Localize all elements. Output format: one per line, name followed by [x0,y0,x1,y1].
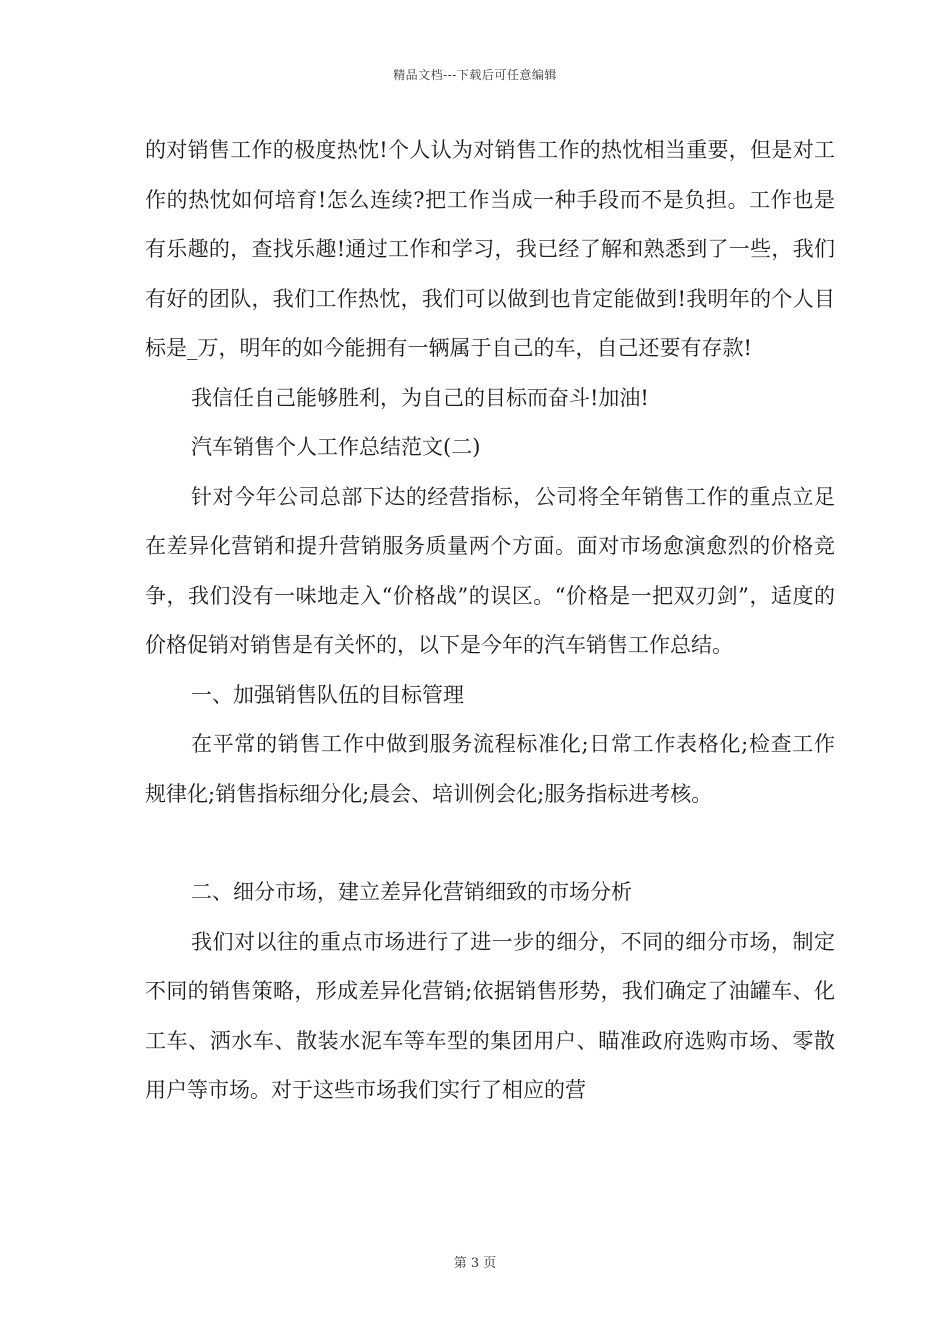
document-body [145,126,835,1116]
paragraph-team-management: 在平常的销售工作中做到服务流程标准化;日常工作表格化;检查工作规律化;销售指标细分化;晨会、培训例会化;服务指标进考核。 [145,732,835,806]
paragraph-continuation: 的对销售工作的极度热忱!个人认为对销售工作的热忱相当重要，但是对工作的热忱如何培育!怎么连续?把工作当成一种手段而不是负担。工作也是有乐趣的，查找乐趣!通过工作和学习，我已经了解和熟悉到了一些，我们有好的团队，我们工作热忱，我们可以做到也肯定能做到!我明年的个人目标是_万，明年的如今能拥有一辆属于自己的车，自己还要有存款! [145,138,835,360]
paragraph-intro: 针对今年公司总部下达的经营指标，公司将全年销售工作的重点立足在差异化营销和提升营销服务质量两个方面。面对市场愈演愈烈的价格竞争，我们没有一味地走入“价格战”的误区。“价格是一把双刃剑”，适度的价格促销对销售是有关怀的，以下是今年的汽车销售工作总结。 [145,484,835,657]
paragraph-gap [145,819,835,868]
page-number: 第 3 页 [453,1256,497,1271]
paragraph-market-analysis: 我们对以往的重点市场进行了进一步的细分，不同的细分市场，制定不同的销售策略，形成差异化营销;依据销售形势，我们确定了油罐车、化工车、洒水车、散装水泥车等车型的集团用户、瞄准政府选购市场、零散用户等市场。对于这些市场我们实行了相应的营 [145,929,835,1102]
page-header: 精品文档---下载后可任意编辑 [393,68,557,82]
section-title: 汽车销售个人工作总结范文(二) [191,435,481,459]
paragraph-confidence: 我信任自己能够胜利，为自己的目标而奋斗!加油! [191,385,649,410]
heading-two: 二、细分市场，建立差异化营销细致的市场分析 [191,880,632,904]
heading-one: 一、加强销售队伍的目标管理 [191,682,464,707]
